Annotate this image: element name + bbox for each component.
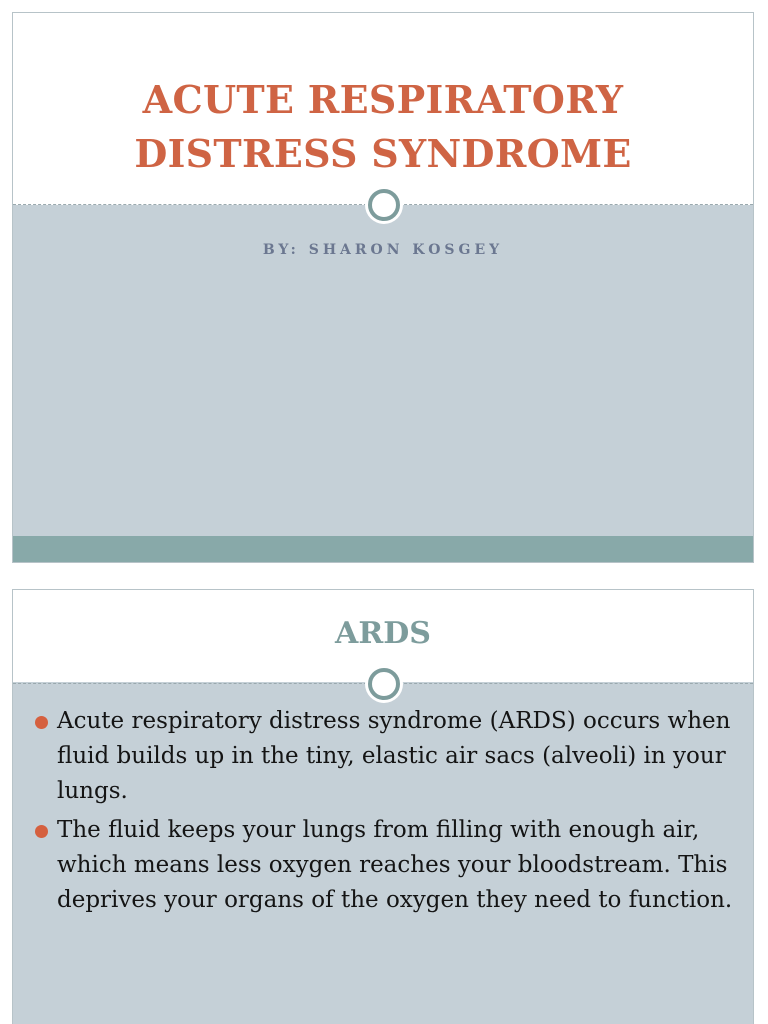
circle-ornament-icon [368, 668, 400, 700]
bullet-item [33, 704, 733, 809]
bullet-item [33, 813, 733, 918]
bullet-dot-icon [35, 825, 48, 838]
bullet-text: The fluid keeps your lungs from filling with enough air, which means less oxygen reaches your bloodstream. This deprives your organs of the oxygen they need to function. [57, 817, 733, 913]
presentation-title [13, 73, 753, 181]
slide-title [12, 12, 754, 563]
footer-band [13, 536, 753, 562]
title-line-1: ACUTE RESPIRATORY [142, 77, 624, 122]
bullet-dot-icon [35, 716, 48, 729]
author-subtitle: BY: SHARON KOSGEY [262, 242, 504, 258]
slide-heading: ARDS [335, 616, 431, 651]
bullet-text: Acute respiratory distress syndrome (ARDS) occurs when fluid builds up in the tiny, elastic air sacs (alveoli) in your lungs. [57, 708, 731, 804]
circle-ornament-icon [368, 189, 400, 221]
bullet-list [33, 704, 733, 922]
title-line-2: DISTRESS SYNDROME [134, 131, 632, 176]
slide-ards [12, 589, 754, 1024]
title-area [13, 13, 753, 205]
